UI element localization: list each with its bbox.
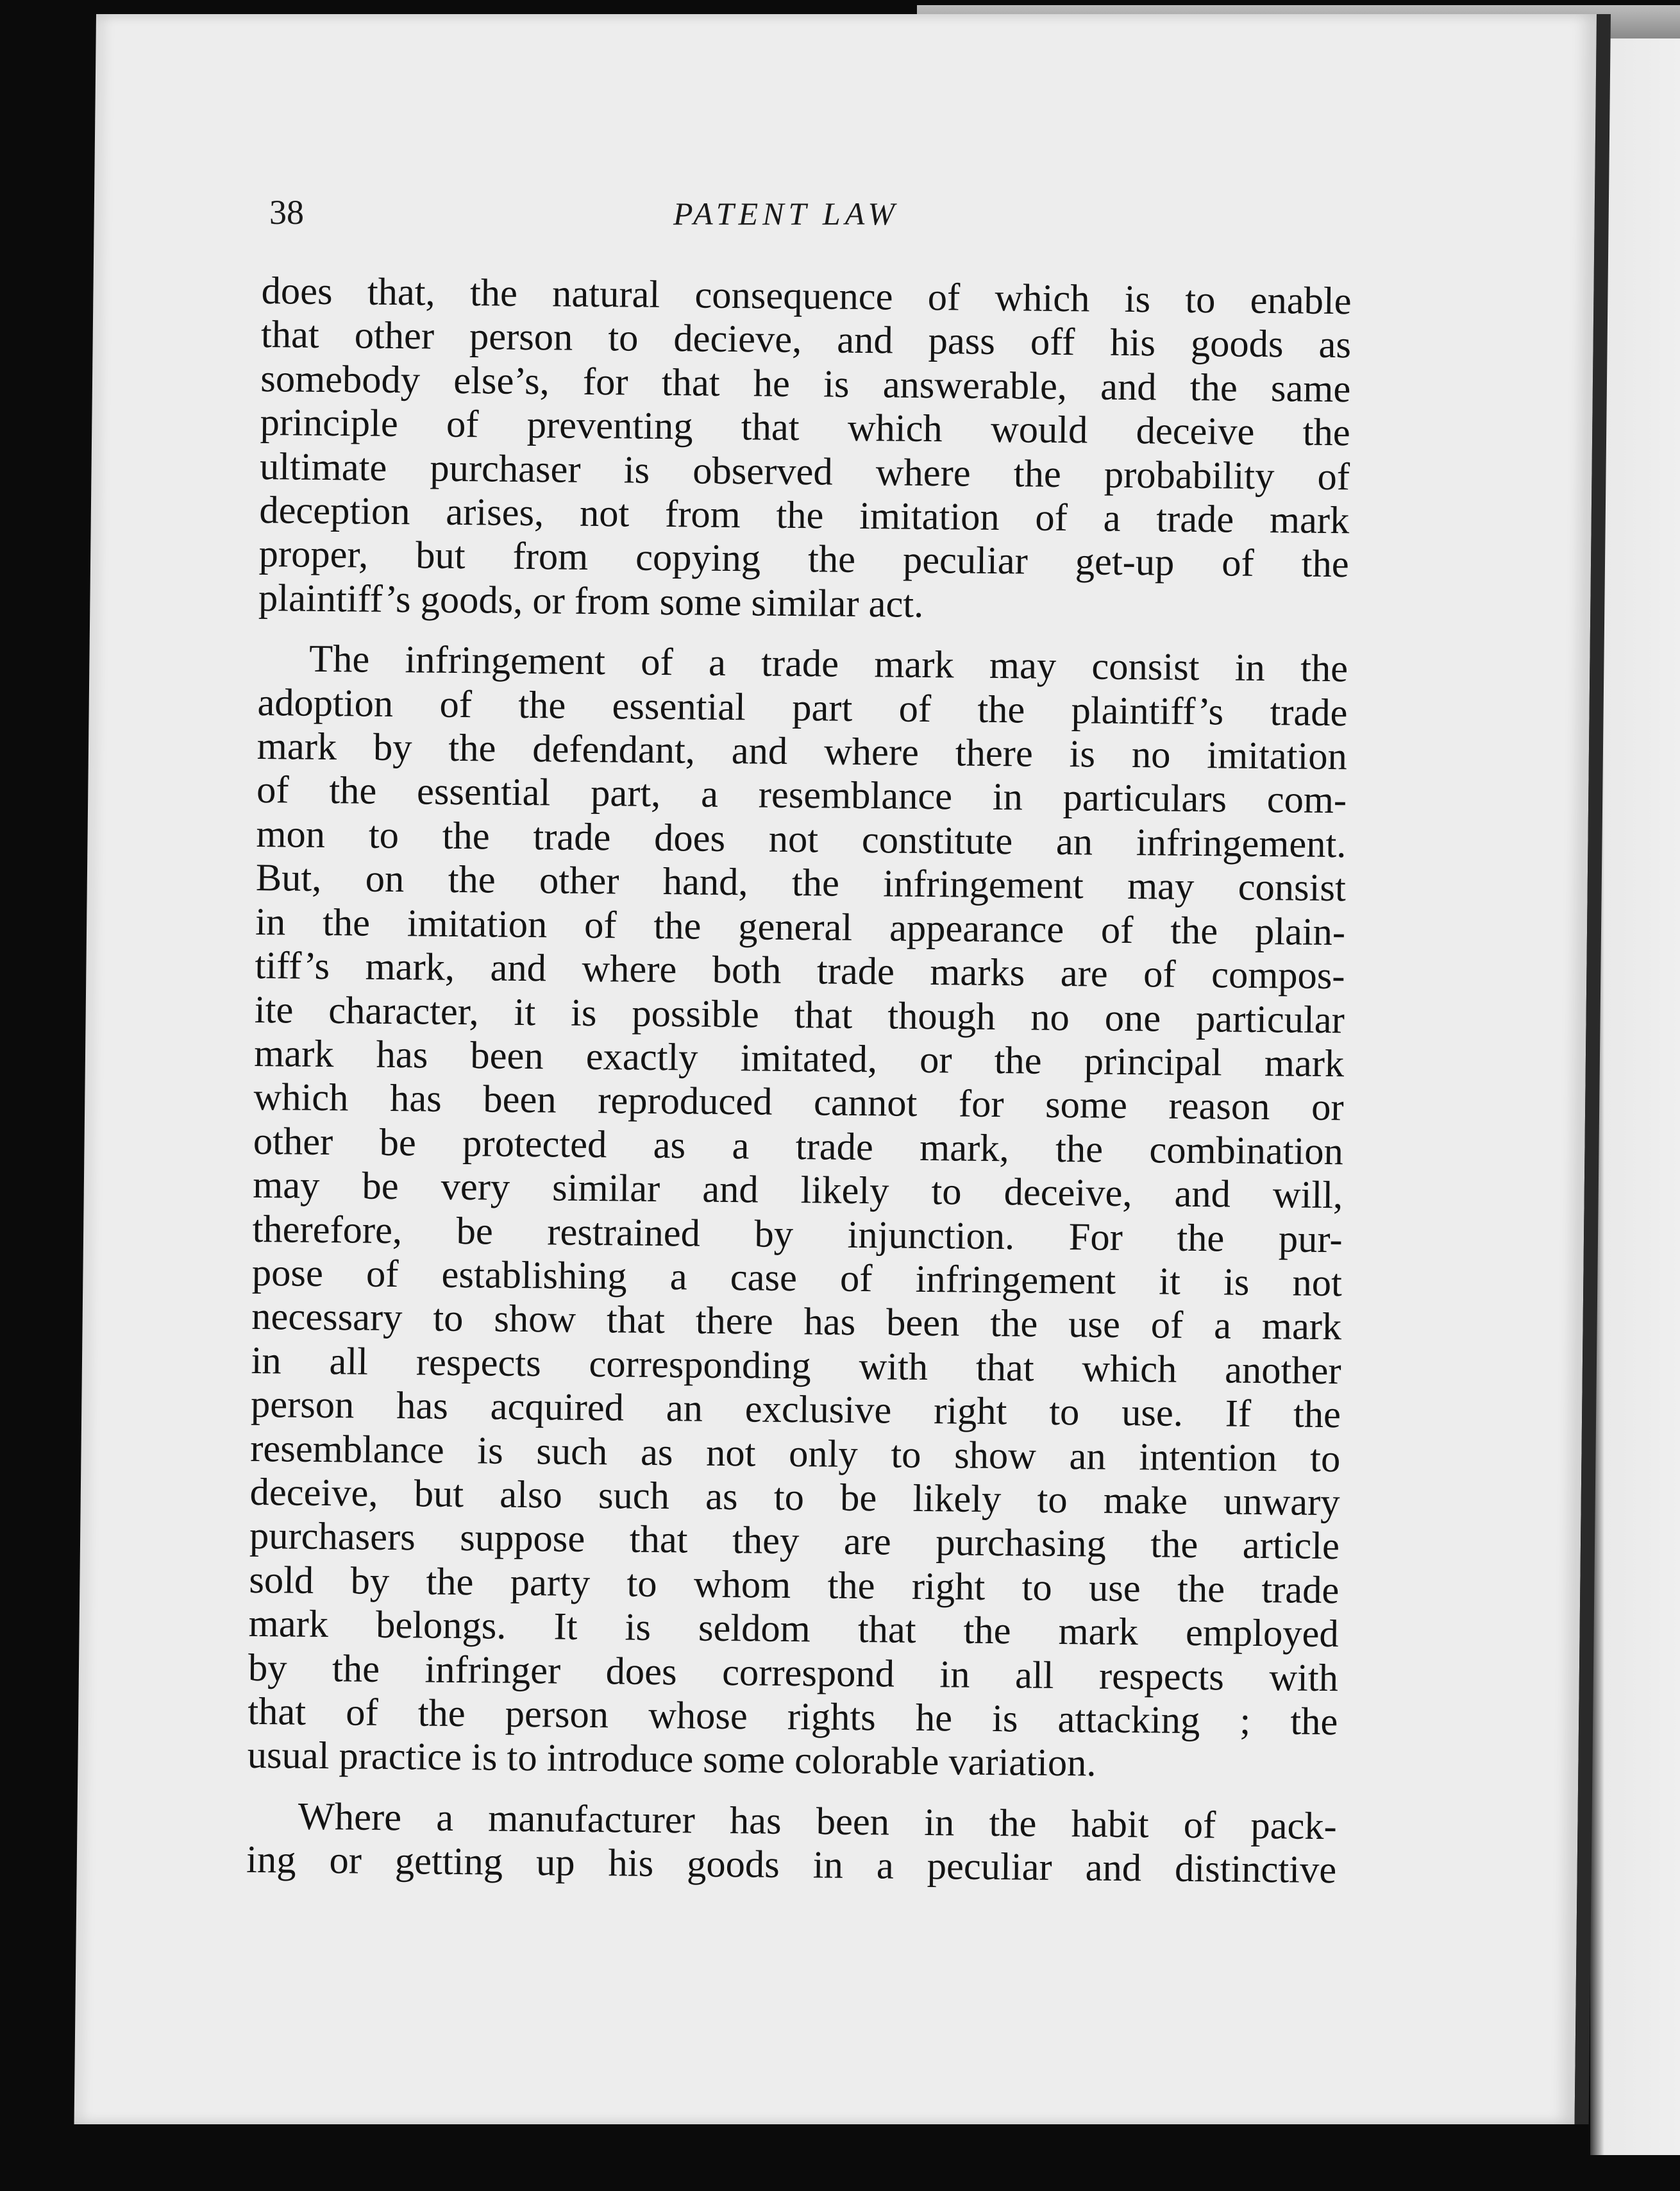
- text-line: Where a manufacturer has been in the habit of pack-: [298, 1795, 1338, 1848]
- text-line: of the essential part, a resemblance in particulars com-: [256, 768, 1347, 822]
- text-line: necessary to show that there has been the use of a mark: [251, 1295, 1342, 1349]
- text-line: therefore, be restrained by injunction. For the pur-: [252, 1207, 1343, 1261]
- text-line: The infringement of a trade mark may consist in the: [308, 637, 1348, 691]
- text-line: pose of establishing a case of infringement it is not: [251, 1251, 1343, 1305]
- text-line: sold by the party to whom the right to use the trade: [249, 1558, 1340, 1612]
- running-title: PATENT LAW: [673, 196, 900, 232]
- text-line: tiff’s mark, and where both trade marks are of compos-: [255, 944, 1345, 998]
- text-line: somebody else’s, for that he is answerable, and the same: [260, 357, 1351, 411]
- paragraph: [258, 269, 1352, 631]
- text-line: mark belongs. It is seldom that the mark employed: [248, 1602, 1339, 1656]
- text-line: resemblance is such as not only to show an intention to: [250, 1426, 1341, 1480]
- text-line: deception arises, not from the imitation of a trade mark: [259, 489, 1350, 543]
- text-line: that of the person whose rights he is attacking ; the: [248, 1689, 1338, 1744]
- paragraph: [246, 1795, 1337, 1893]
- text-line: purchasers suppose that they are purchasing the article: [249, 1514, 1340, 1568]
- text-line: may be very similar and likely to deceive, and will,: [252, 1163, 1343, 1217]
- text-line: does that, the natural consequence of which is to enable: [261, 269, 1352, 323]
- text-line: ing or getting up his goods in a peculiar and distinctive: [246, 1838, 1337, 1892]
- page-number: 38: [269, 193, 304, 232]
- text-line: in the imitation of the general appearance of the plain-: [255, 900, 1346, 954]
- text-line: person has acquired an exclusive right to use. If the: [250, 1383, 1341, 1437]
- text-line: deceive, but also such as to be likely to make unwary: [249, 1470, 1340, 1525]
- text-line: But, on the other hand, the infringement may consist: [255, 856, 1347, 910]
- text-line: usual practice is to introduce some colorable variation.: [247, 1734, 1096, 1786]
- text-line: plaintiff’s goods, or from some similar act.: [258, 576, 924, 626]
- text-line: by the infringer does correspond in all respects with: [248, 1646, 1339, 1700]
- text-line: in all respects corresponding with that which another: [251, 1339, 1341, 1392]
- text-line: adoption of the essential part of the plaintiff’s trade: [257, 681, 1348, 734]
- text-line: which has been reproduced cannot for some reason or: [253, 1076, 1344, 1129]
- text-line: ultimate purchaser is observed where the probability of: [259, 444, 1350, 498]
- text-line: mark by the defendant, and where there is no imitation: [256, 725, 1348, 779]
- text-line: principle of preventing that which would deceive the: [260, 401, 1350, 455]
- text-line: mark has been exactly imitated, or the principal mark: [253, 1031, 1345, 1086]
- paragraph: [247, 637, 1348, 1788]
- text-line: ite character, it is possible that though no one particular: [254, 988, 1345, 1042]
- text-line: other be protected as a trade mark, the combination: [253, 1119, 1344, 1173]
- body-text: [246, 269, 1352, 1909]
- text-line: that other person to decieve, and pass off his goods as: [260, 313, 1352, 367]
- text-line: mon to the trade does not constitute an infringement.: [256, 812, 1347, 867]
- page-header: [269, 192, 1359, 244]
- text-line: proper, but from copying the peculiar get-up of the: [258, 532, 1349, 586]
